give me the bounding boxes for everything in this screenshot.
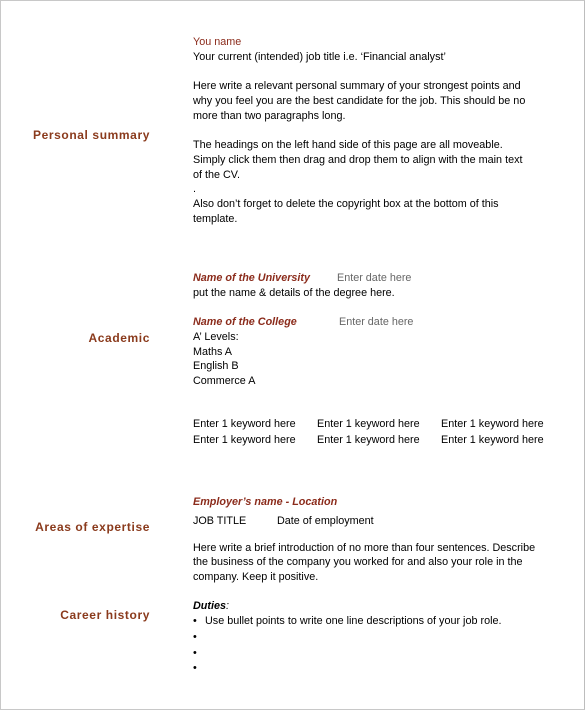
summary-line: Also don’t forget to delete the copyright box at the bottom of this — [193, 198, 499, 210]
university-date: Enter date here — [337, 272, 412, 284]
keyword-cell: Enter 1 keyword here — [193, 434, 296, 446]
heading-career-history[interactable]: Career history — [60, 608, 150, 622]
keyword-cell: Enter 1 keyword here — [193, 418, 296, 430]
university-name: Name of the University — [193, 272, 310, 284]
career-job-title: JOB TITLE — [193, 515, 247, 527]
a-levels-line: Maths A — [193, 346, 233, 358]
duty-text: Use bullet points to write one line descriptions of your job role. — [205, 615, 502, 627]
degree-details: put the name & details of the degree here. — [193, 287, 395, 299]
job-title: Your current (intended) job title i.e. ‘Financial analyst’ — [193, 51, 446, 63]
career-intro-line: the business of the company you worked for and also your role in the — [193, 556, 523, 568]
summary-line: Simply click them then drag and drop them to align with the main text — [193, 154, 523, 166]
heading-areas-of-expertise[interactable]: Areas of expertise — [35, 520, 150, 534]
keyword-cell: Enter 1 keyword here — [317, 418, 420, 430]
duty-bullet: • — [193, 662, 197, 674]
summary-line: template. — [193, 213, 238, 225]
keyword-cell: Enter 1 keyword here — [441, 434, 544, 446]
career-intro-line: company. Keep it positive. — [193, 571, 319, 583]
summary-line: Here write a relevant personal summary of your strongest points and — [193, 80, 521, 92]
keyword-cell: Enter 1 keyword here — [441, 418, 544, 430]
duty-bullet: • — [193, 647, 197, 659]
duties-colon: : — [226, 600, 229, 612]
summary-line: of the CV. — [193, 169, 241, 181]
keyword-cell: Enter 1 keyword here — [317, 434, 420, 446]
employer-name: Employer’s name - Location — [193, 496, 338, 508]
summary-dot: . — [193, 183, 196, 195]
employment-date: Date of employment — [277, 515, 374, 527]
college-name: Name of the College — [193, 316, 297, 328]
a-levels-line: A’ Levels: — [193, 331, 239, 343]
summary-line: why you feel you are the best candidate for the job. This should be no — [193, 95, 526, 107]
duties-label-text: Duties — [193, 600, 226, 612]
career-intro-line: Here write a brief introduction of no more than four sentences. Describe — [193, 542, 536, 554]
summary-line: The headings on the left hand side of this page are all moveable. — [193, 139, 503, 151]
a-levels-line: English B — [193, 360, 239, 372]
heading-personal-summary[interactable]: Personal summary — [33, 128, 150, 142]
summary-line: more than two paragraphs long. — [193, 110, 346, 122]
duty-bullet: • — [193, 631, 197, 643]
heading-academic[interactable]: Academic — [88, 331, 150, 345]
college-date: Enter date here — [339, 316, 414, 328]
a-levels-line: Commerce A — [193, 375, 256, 387]
duties-label — [193, 599, 229, 614]
duty-bullet: • Use bullet points to write one line descriptions of your job role. — [193, 615, 502, 627]
candidate-name: You name — [193, 36, 242, 48]
